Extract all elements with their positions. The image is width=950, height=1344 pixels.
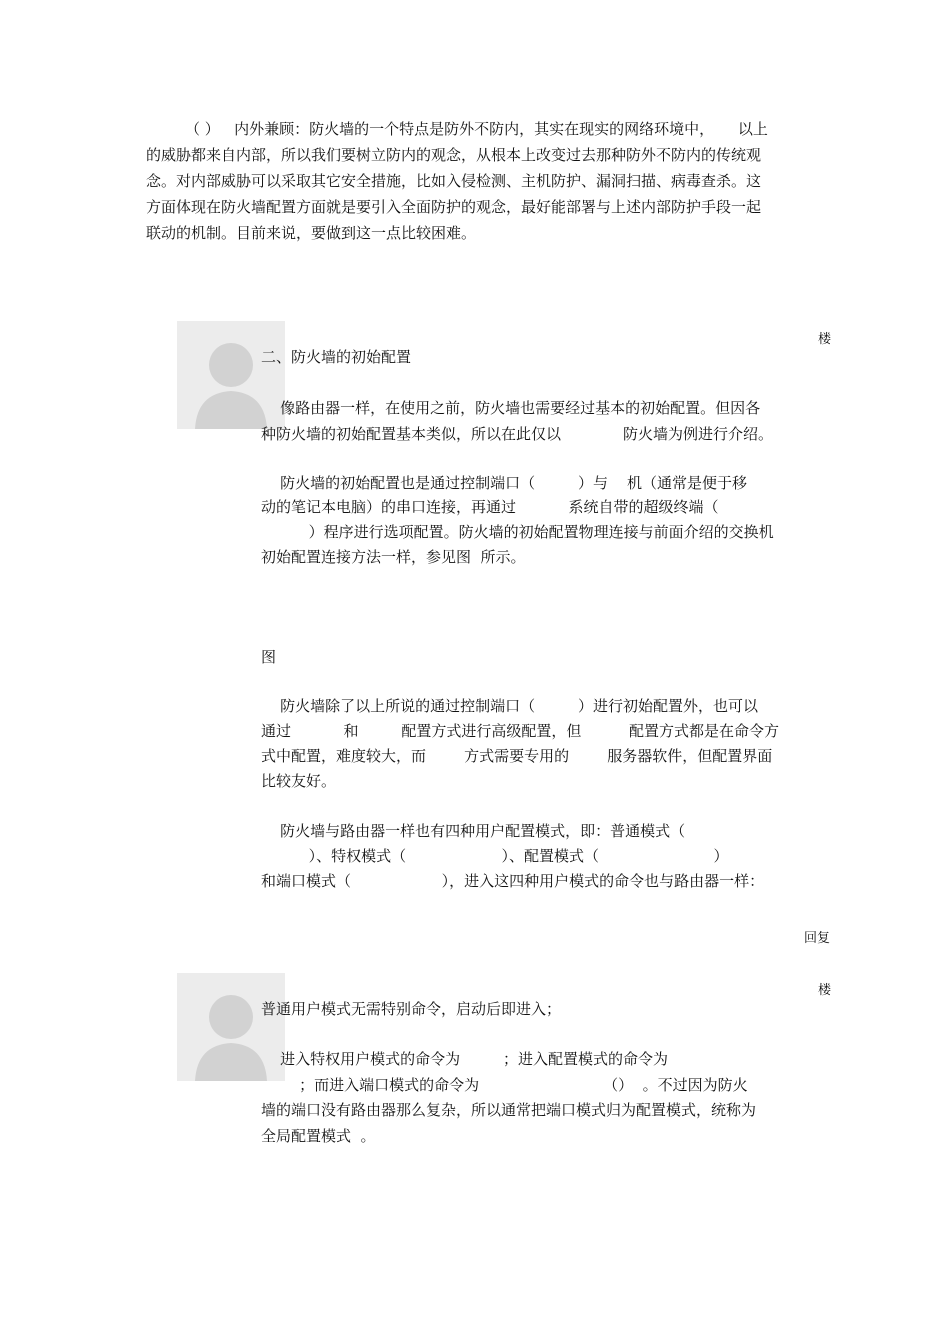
post-line: 种防火墙的初始配置基本类似，所以在此仅以 防火墙为例进行介绍。 xyxy=(261,425,773,443)
post-line: 全局配置模式 。 xyxy=(261,1127,376,1145)
intro-line: 念。对内部威胁可以采取其它安全措施，比如入侵检测、主机防护、漏洞扫描、病毒查杀。这 xyxy=(146,172,762,190)
post-line: 和端口模式（ ），进入这四种用户模式的命令也与路由器一样： xyxy=(261,872,765,890)
post-line: 防火墙的初始配置也是通过控制端口（ ）与 机（通常是便于移 xyxy=(261,474,748,492)
intro-line: 的威胁都来自内部，所以我们要树立防内的观念，从根本上改变过去那种防外不防内的传统观 xyxy=(146,146,762,164)
post-line: 防火墙除了以上所说的通过控制端口（ ）进行初始配置外，也可以 xyxy=(261,697,758,715)
reply-link[interactable]: 回复 xyxy=(804,931,831,946)
figure-caption: 图 xyxy=(261,648,277,666)
post-line: 通过 和 配置方式进行高级配置，但 配置方式都是在命令方 xyxy=(261,722,780,740)
floor-label: 楼 xyxy=(818,983,832,998)
floor-label: 楼 xyxy=(818,332,832,347)
post-line: ；而进入端口模式的命令为 （） 。不过因为防火 xyxy=(261,1076,748,1094)
post-line: 动的笔记本电脑）的串口连接，再通过 系统自带的超级终端（ xyxy=(261,498,719,516)
post-line: 墙的端口没有路由器那么复杂，所以通常把端口模式归为配置模式，统称为 xyxy=(261,1101,757,1119)
post-line: 初始配置连接方法一样，参见图 所示。 xyxy=(261,548,526,566)
post-line: 进入特权用户模式的命令为 ；进入配置模式的命令为 xyxy=(261,1050,668,1068)
intro-line: 方面体现在防火墙配置方面就是要引入全面防护的观念，最好能部署与上述内部防护手段一起 xyxy=(146,198,762,216)
section-title: 二、防火墙的初始配置 xyxy=(261,348,412,366)
post-line: ）程序进行选项配置。防火墙的初始配置物理连接与前面介绍的交换机 xyxy=(261,523,774,541)
intro-line: 联动的机制。目前来说，要做到这一点比较困难。 xyxy=(146,224,477,242)
post-line: ）、特权模式（ ）、配置模式（ ） xyxy=(261,847,729,865)
post-line: 普通用户模式无需特别命令，启动后即进入； xyxy=(261,1000,562,1018)
post-line: 像路由器一样，在使用之前，防火墙也需要经过基本的初始配置。但因各 xyxy=(261,399,761,417)
intro-line: （ ） 内外兼顾：防火墙的一个特点是防外不防内，其实在现实的网络环境中， 以上 xyxy=(185,120,768,138)
post-line: 比较友好。 xyxy=(261,772,337,790)
post-line: 式中配置，难度较大，而 方式需要专用的 服务器软件，但配置界面 xyxy=(261,747,773,765)
post-line: 防火墙与路由器一样也有四种用户配置模式，即：普通模式（ xyxy=(261,822,686,840)
